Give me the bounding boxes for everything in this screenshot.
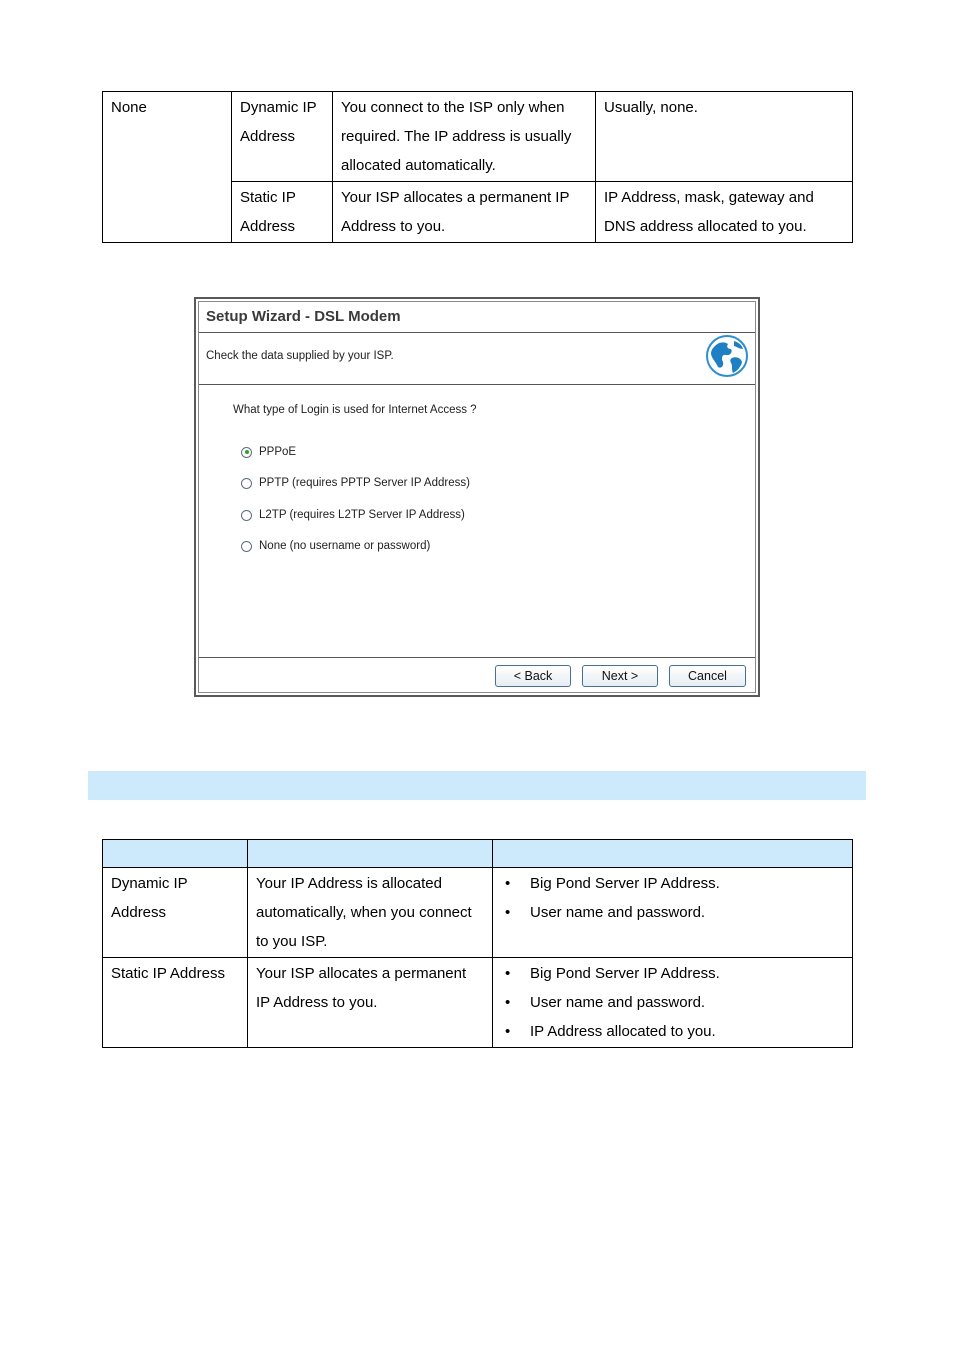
table-cell-type: Dynamic IP Address	[103, 868, 248, 958]
radio-option-none[interactable]	[241, 540, 430, 552]
list-item: • User name and password.	[501, 988, 844, 1017]
table-cell-requirement: IP Address, mask, gateway and DNS address allocated to you.	[596, 182, 853, 243]
table-cell-desc: Your IP Address is allocated automatically, when you connect to you ISP.	[248, 868, 493, 958]
table-header-row	[103, 840, 853, 868]
login-type-table	[102, 91, 853, 243]
table-cell-requirement: Usually, none.	[596, 92, 853, 182]
header-cell	[103, 840, 248, 868]
connection-type-table	[102, 839, 853, 1048]
list-item: • IP Address allocated to you.	[501, 1017, 844, 1046]
table-cell-desc: Your ISP allocates a permanent IP Address to you.	[248, 958, 493, 1048]
globe-icon	[705, 334, 749, 378]
list-item: • User name and password.	[501, 898, 844, 927]
header-cell	[493, 840, 853, 868]
radio-button-checked[interactable]	[241, 447, 252, 458]
table-row	[103, 868, 853, 958]
radio-button[interactable]	[241, 541, 252, 552]
divider	[199, 332, 755, 333]
table-cell-requirements	[493, 958, 853, 1048]
header-cell	[248, 840, 493, 868]
bullet-list	[501, 959, 844, 1046]
cancel-button[interactable]: Cancel	[669, 665, 746, 687]
option-label: PPTP (requires PPTP Server IP Address)	[259, 477, 470, 489]
table-cell-requirements	[493, 868, 853, 958]
table-cell-desc: Your ISP allocates a permanent IP Address to you.	[333, 182, 596, 243]
table-cell-type: Static IP Address	[103, 958, 248, 1048]
option-label: L2TP (requires L2TP Server IP Address)	[259, 509, 465, 521]
table-cell-type: Static IP Address	[232, 182, 333, 243]
option-label: PPPoE	[259, 446, 297, 458]
divider	[199, 384, 755, 385]
bullet-list	[501, 869, 844, 927]
radio-option-pptp[interactable]	[241, 477, 470, 489]
login-type-question: What type of Login is used for Internet Access ?	[233, 404, 477, 416]
radio-button[interactable]	[241, 478, 252, 489]
list-item: • Big Pond Server IP Address.	[501, 959, 844, 988]
wizard-title: Setup Wizard - DSL Modem	[206, 308, 401, 325]
back-button[interactable]: < Back	[495, 665, 571, 687]
radio-option-l2tp[interactable]	[241, 509, 465, 521]
table-cell-group: None	[103, 92, 232, 243]
table-cell-desc: You connect to the ISP only when required. The IP address is usually allocated automatically.	[333, 92, 596, 182]
wizard-frame	[198, 301, 756, 693]
next-button[interactable]: Next >	[582, 665, 658, 687]
wizard-subtitle: Check the data supplied by your ISP.	[206, 350, 394, 362]
radio-button[interactable]	[241, 510, 252, 521]
setup-wizard-dialog	[194, 297, 760, 697]
divider	[199, 657, 755, 658]
option-label: None (no username or password)	[259, 540, 431, 552]
section-heading-band	[88, 771, 866, 800]
table-row	[103, 958, 853, 1048]
table-cell-type: Dynamic IP Address	[232, 92, 333, 182]
list-item: • Big Pond Server IP Address.	[501, 869, 844, 898]
radio-option-pppoe[interactable]	[241, 446, 296, 458]
